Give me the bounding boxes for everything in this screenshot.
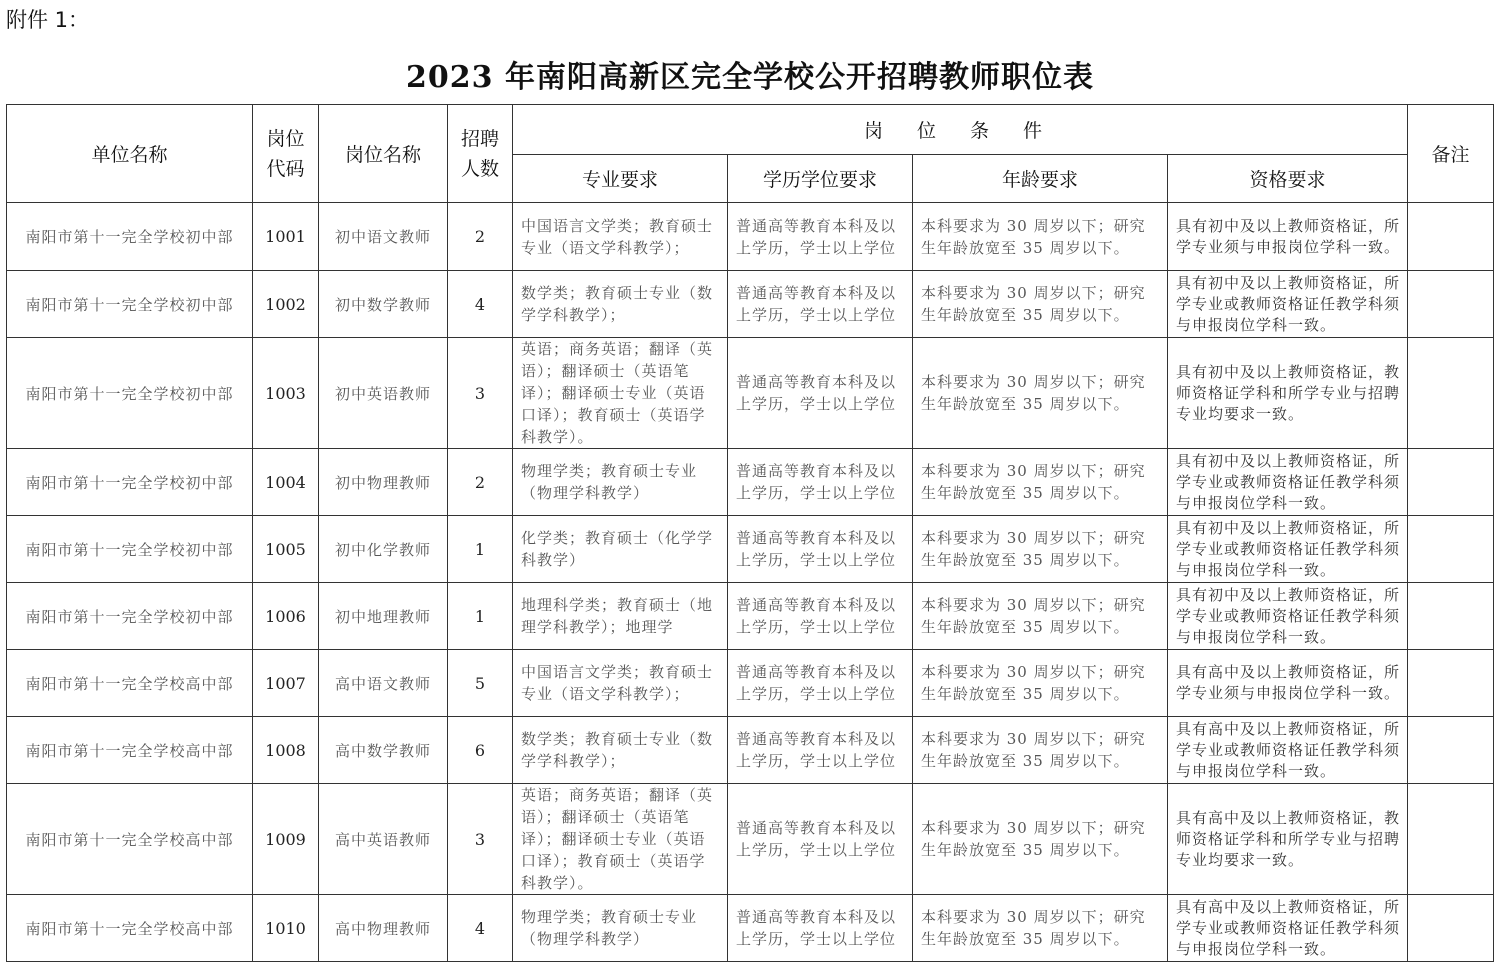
age-cell: 本科要求为 30 周岁以下；研究生年龄放宽至 35 周岁以下。 — [913, 784, 1168, 895]
recruitment-table — [6, 104, 1494, 962]
position-cell: 高中语文教师 — [319, 650, 448, 717]
age-cell: 本科要求为 30 周岁以下；研究生年龄放宽至 35 周岁以下。 — [913, 203, 1168, 271]
unit-cell: 南阳市第十一完全学校初中部 — [7, 583, 253, 650]
table-row — [7, 271, 1494, 338]
qualification-cell: 具有初中及以上教师资格证，所学专业或教师资格证任教学科须与申报岗位学科一致。 — [1168, 449, 1408, 516]
code-cell: 1006 — [253, 583, 319, 650]
code-cell: 1010 — [253, 895, 319, 962]
table-row — [7, 449, 1494, 516]
unit-cell: 南阳市第十一完全学校高中部 — [7, 784, 253, 895]
age-cell: 本科要求为 30 周岁以下；研究生年龄放宽至 35 周岁以下。 — [913, 516, 1168, 583]
table-row — [7, 717, 1494, 784]
code-cell: 1008 — [253, 717, 319, 784]
unit-cell: 南阳市第十一完全学校高中部 — [7, 895, 253, 962]
header-major: 专业要求 — [513, 155, 728, 203]
major-cell: 中国语言文学类；教育硕士专业（语文学科教学）； — [513, 203, 728, 271]
qualification-cell: 具有初中及以上教师资格证，教师资格证学科和所学专业与招聘专业均要求一致。 — [1168, 338, 1408, 449]
attachment-label: 附件 1： — [6, 8, 90, 32]
education-cell: 普通高等教育本科及以上学历，学士以上学位 — [728, 338, 913, 449]
age-cell: 本科要求为 30 周岁以下；研究生年龄放宽至 35 周岁以下。 — [913, 717, 1168, 784]
age-cell: 本科要求为 30 周岁以下；研究生年龄放宽至 35 周岁以下。 — [913, 449, 1168, 516]
age-cell: 本科要求为 30 周岁以下；研究生年龄放宽至 35 周岁以下。 — [913, 895, 1168, 962]
remark-cell — [1408, 784, 1494, 895]
qualification-cell: 具有高中及以上教师资格证，所学专业或教师资格证任教学科须与申报岗位学科一致。 — [1168, 717, 1408, 784]
table-row — [7, 784, 1494, 895]
remark-cell — [1408, 895, 1494, 962]
position-cell: 初中英语教师 — [319, 338, 448, 449]
major-cell: 数学类；教育硕士专业（数学学科教学）； — [513, 271, 728, 338]
education-cell: 普通高等教育本科及以上学历，学士以上学位 — [728, 717, 913, 784]
table-row — [7, 895, 1494, 962]
education-cell: 普通高等教育本科及以上学历，学士以上学位 — [728, 895, 913, 962]
header-code: 岗位代码 — [253, 105, 319, 203]
table-row — [7, 338, 1494, 449]
table-row — [7, 650, 1494, 717]
code-cell: 1007 — [253, 650, 319, 717]
position-cell: 高中英语教师 — [319, 784, 448, 895]
major-cell: 英语；商务英语；翻译（英语）；翻译硕士（英语笔译）；翻译硕士专业（英语口译）；教育硕士（英语学科教学）。 — [513, 784, 728, 895]
count-cell: 3 — [448, 784, 513, 895]
count-cell: 3 — [448, 338, 513, 449]
remark-cell — [1408, 449, 1494, 516]
count-cell: 5 — [448, 650, 513, 717]
position-cell: 初中数学教师 — [319, 271, 448, 338]
count-cell: 1 — [448, 583, 513, 650]
education-cell: 普通高等教育本科及以上学历，学士以上学位 — [728, 203, 913, 271]
table-row — [7, 583, 1494, 650]
header-conditions: 岗 位 条 件 — [513, 105, 1408, 155]
count-cell: 4 — [448, 895, 513, 962]
unit-cell: 南阳市第十一完全学校初中部 — [7, 338, 253, 449]
code-cell: 1002 — [253, 271, 319, 338]
education-cell: 普通高等教育本科及以上学历，学士以上学位 — [728, 784, 913, 895]
count-cell: 6 — [448, 717, 513, 784]
qualification-cell: 具有初中及以上教师资格证，所学专业或教师资格证任教学科须与申报岗位学科一致。 — [1168, 583, 1408, 650]
position-cell: 初中物理教师 — [319, 449, 448, 516]
code-cell: 1009 — [253, 784, 319, 895]
major-cell: 物理学类；教育硕士专业（物理学科教学） — [513, 895, 728, 962]
qualification-cell: 具有高中及以上教师资格证，所学专业或教师资格证任教学科须与申报岗位学科一致。 — [1168, 895, 1408, 962]
age-cell: 本科要求为 30 周岁以下；研究生年龄放宽至 35 周岁以下。 — [913, 650, 1168, 717]
remark-cell — [1408, 338, 1494, 449]
code-cell: 1003 — [253, 338, 319, 449]
table-row — [7, 203, 1494, 271]
education-cell: 普通高等教育本科及以上学历，学士以上学位 — [728, 516, 913, 583]
unit-cell: 南阳市第十一完全学校初中部 — [7, 271, 253, 338]
code-cell: 1004 — [253, 449, 319, 516]
qualification-cell: 具有初中及以上教师资格证，所学专业或教师资格证任教学科须与申报岗位学科一致。 — [1168, 271, 1408, 338]
count-cell: 2 — [448, 203, 513, 271]
major-cell: 数学类；教育硕士专业（数学学科教学）； — [513, 717, 728, 784]
header-age: 年龄要求 — [913, 155, 1168, 203]
remark-cell — [1408, 203, 1494, 271]
qualification-cell: 具有初中及以上教师资格证，所学专业须与申报岗位学科一致。 — [1168, 203, 1408, 271]
major-cell: 英语；商务英语；翻译（英语）；翻译硕士（英语笔译）；翻译硕士专业（英语口译）；教育硕士（英语学科教学）。 — [513, 338, 728, 449]
major-cell: 中国语言文学类；教育硕士专业（语文学科教学）； — [513, 650, 728, 717]
header-education: 学历学位要求 — [728, 155, 913, 203]
remark-cell — [1408, 650, 1494, 717]
unit-cell: 南阳市第十一完全学校高中部 — [7, 717, 253, 784]
position-cell: 初中地理教师 — [319, 583, 448, 650]
major-cell: 化学类；教育硕士（化学学科教学） — [513, 516, 728, 583]
major-cell: 物理学类；教育硕士专业（物理学科教学） — [513, 449, 728, 516]
remark-cell — [1408, 271, 1494, 338]
remark-cell — [1408, 717, 1494, 784]
education-cell: 普通高等教育本科及以上学历，学士以上学位 — [728, 650, 913, 717]
age-cell: 本科要求为 30 周岁以下；研究生年龄放宽至 35 周岁以下。 — [913, 583, 1168, 650]
table-row — [7, 516, 1494, 583]
major-cell: 地理科学类；教育硕士（地理学科教学）；地理学 — [513, 583, 728, 650]
header-position: 岗位名称 — [319, 105, 448, 203]
remark-cell — [1408, 516, 1494, 583]
count-cell: 2 — [448, 449, 513, 516]
count-cell: 4 — [448, 271, 513, 338]
header-unit: 单位名称 — [7, 105, 253, 203]
page-title: 2023 年南阳高新区完全学校公开招聘教师职位表 — [406, 60, 1094, 95]
unit-cell: 南阳市第十一完全学校初中部 — [7, 449, 253, 516]
position-cell: 高中物理教师 — [319, 895, 448, 962]
code-cell: 1001 — [253, 203, 319, 271]
header-qualification: 资格要求 — [1168, 155, 1408, 203]
remark-cell — [1408, 583, 1494, 650]
qualification-cell: 具有初中及以上教师资格证，所学专业或教师资格证任教学科须与申报岗位学科一致。 — [1168, 516, 1408, 583]
header-count: 招聘人数 — [448, 105, 513, 203]
unit-cell: 南阳市第十一完全学校高中部 — [7, 650, 253, 717]
qualification-cell: 具有高中及以上教师资格证，所学专业须与申报岗位学科一致。 — [1168, 650, 1408, 717]
unit-cell: 南阳市第十一完全学校初中部 — [7, 516, 253, 583]
education-cell: 普通高等教育本科及以上学历，学士以上学位 — [728, 583, 913, 650]
qualification-cell: 具有高中及以上教师资格证，教师资格证学科和所学专业与招聘专业均要求一致。 — [1168, 784, 1408, 895]
unit-cell: 南阳市第十一完全学校初中部 — [7, 203, 253, 271]
education-cell: 普通高等教育本科及以上学历，学士以上学位 — [728, 449, 913, 516]
position-cell: 高中数学教师 — [319, 717, 448, 784]
position-cell: 初中化学教师 — [319, 516, 448, 583]
position-cell: 初中语文教师 — [319, 203, 448, 271]
age-cell: 本科要求为 30 周岁以下；研究生年龄放宽至 35 周岁以下。 — [913, 338, 1168, 449]
count-cell: 1 — [448, 516, 513, 583]
code-cell: 1005 — [253, 516, 319, 583]
header-remark: 备注 — [1408, 105, 1494, 203]
age-cell: 本科要求为 30 周岁以下；研究生年龄放宽至 35 周岁以下。 — [913, 271, 1168, 338]
education-cell: 普通高等教育本科及以上学历，学士以上学位 — [728, 271, 913, 338]
